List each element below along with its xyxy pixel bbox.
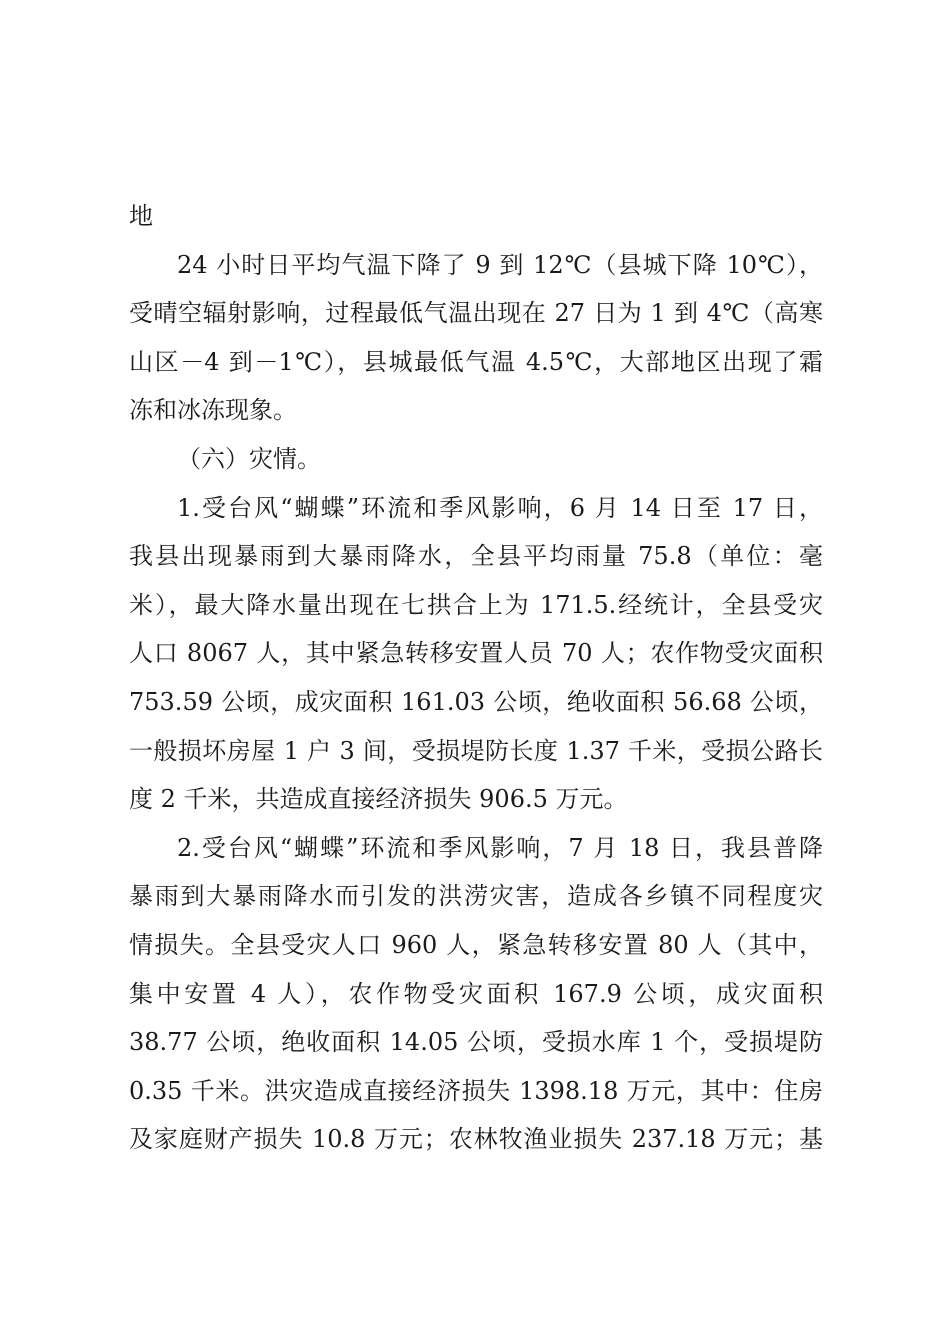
- text-line: 24 小时日平均气温下降了 9 到 12℃（县城下降 10℃），: [177, 250, 823, 279]
- text-line: 38.77 公顷，绝收面积 14.05 公顷，受损水库 1 个，受损堤防: [129, 1028, 823, 1057]
- text-line: 集中安置 4 人），农作物受灾面积 167.9 公顷，成灾面积: [129, 979, 823, 1008]
- text-line: 我县出现暴雨到大暴雨降水，全县平均雨量 75.8（单位：毫: [129, 542, 823, 571]
- paragraph-fragment: [129, 192, 823, 241]
- text-line: 753.59 公顷，成灾面积 161.03 公顷，绝收面积 56.68 公顷，: [129, 687, 823, 716]
- text-line: 暴雨到大暴雨降水而引发的洪涝灾害，造成各乡镇不同程度灾: [129, 882, 823, 911]
- text-line: 0.35 千米。洪灾造成直接经济损失 1398.18 万元，其中：住房: [129, 1076, 823, 1105]
- paragraph-item-2: [129, 824, 823, 1164]
- text-line: 1.受台风“蝴蝶”环流和季风影响，6 月 14 日至 17 日，: [177, 493, 823, 522]
- text-line: 2.受台风“蝴蝶”环流和季风影响，7 月 18 日，我县普降: [177, 833, 823, 862]
- text-line: 山区－4 到－1℃），县城最低气温 4.5℃，大部地区出现了霜: [129, 347, 823, 376]
- text-line: 米），最大降水量出现在七拱合上为 171.5.经统计，全县受灾: [129, 590, 823, 619]
- text-line: 冻和冰冻现象。: [129, 396, 297, 425]
- text-line: 一般损坏房屋 1 户 3 间，受损堤防长度 1.37 千米，受损公路长: [129, 736, 823, 765]
- text-line: 及家庭财产损失 10.8 万元；农林牧渔业损失 237.18 万元；基: [129, 1125, 823, 1154]
- text-line: 度 2 千米，共造成直接经济损失 906.5 万元。: [129, 785, 628, 814]
- paragraph-temperature: [129, 241, 823, 435]
- text-line: 人口 8067 人，其中紧急转移安置人员 70 人；农作物受灾面积: [129, 639, 823, 668]
- section-heading: [129, 435, 823, 484]
- document-page: [129, 192, 823, 1164]
- paragraph-item-1: [129, 484, 823, 824]
- text-line: 情损失。全县受灾人口 960 人，紧急转移安置 80 人（其中，: [129, 930, 823, 959]
- text-line: （六）灾情。: [177, 444, 321, 473]
- text-line: 受晴空辐射影响，过程最低气温出现在 27 日为 1 到 4℃（高寒: [129, 299, 823, 328]
- text-line: 地: [129, 202, 153, 230]
